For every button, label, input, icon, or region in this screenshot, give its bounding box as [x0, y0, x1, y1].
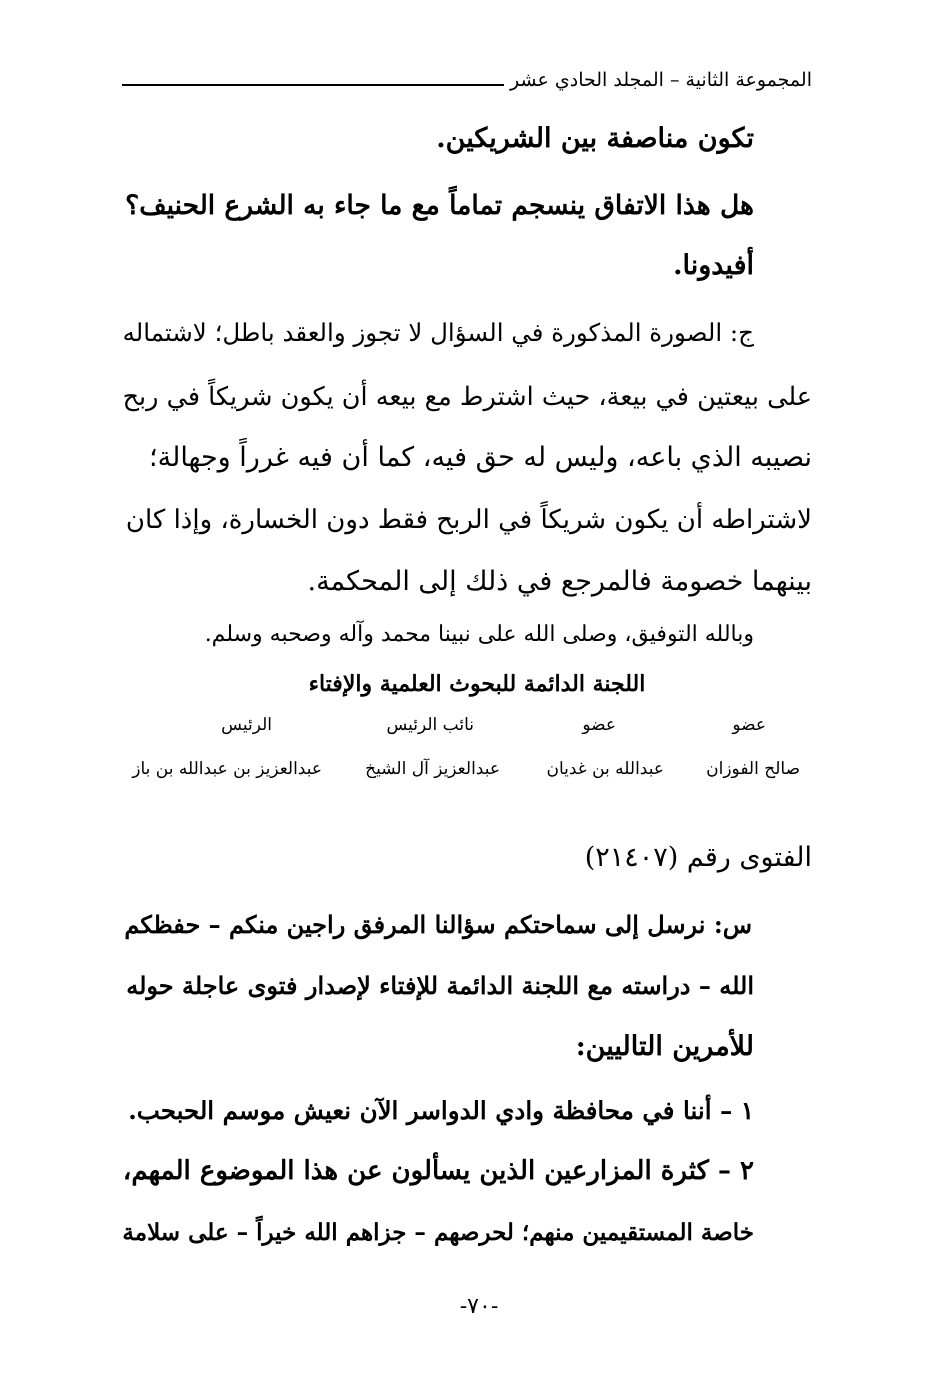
signatory-role-1: عضو — [732, 715, 766, 735]
fatwa-number: الفتوى رقم (٢١٤٠٧) — [584, 842, 812, 873]
next-question-line-4: ١ – أننا في محافظة وادي الدواسر الآن نعيش موسم الحبحب. — [128, 1096, 754, 1125]
signatory-name-2: عبدالله بن غديان — [546, 759, 664, 779]
signatory-name-4: عبدالعزيز بن عبدالله بن باز — [132, 759, 322, 779]
next-question-line-2: الله – دراسته مع اللجنة الدائمة للإفتاء لإصدار فتوى عاجلة حوله — [126, 971, 754, 1000]
next-question-line-3: للأمرين التاليين: — [575, 1031, 754, 1062]
answer-line-1: ج: الصورة المذكورة في السؤال لا تجوز والعقد باطل؛ لاشتماله — [122, 318, 754, 347]
answer-line-4: لاشتراطه أن يكون شريكاً في الربح فقط دون الخسارة، وإذا كان — [125, 505, 812, 535]
closing-line: وبالله التوفيق، وصلى الله على نبينا محمد وآله وصحبه وسلم. — [204, 622, 754, 647]
header-rule — [122, 84, 504, 86]
page-number: -٧٠- — [459, 1294, 499, 1319]
question-line-3: أفيدونا. — [673, 250, 754, 281]
running-header — [122, 62, 812, 98]
question-line-2: هل هذا الاتفاق ينسجم تماماً مع ما جاء به الشرع الحنيف؟ — [125, 190, 754, 221]
next-question-line-5: ٢ – كثرة المزارعين الذين يسألون عن هذا الموضوع المهم، — [122, 1156, 754, 1186]
committee-name: اللجنة الدائمة للبحوث العلمية والإفتاء — [308, 671, 646, 697]
signatory-role-3: نائب الرئيس — [386, 715, 474, 735]
header-title: المجموعة الثانية – المجلد الحادي عشر — [510, 69, 812, 91]
answer-line-5: بينهما خصومة فالمرجع في ذلك إلى المحكمة. — [307, 566, 812, 597]
signatory-role-2: عضو — [582, 715, 616, 735]
answer-line-2: على بيعتين في بيعة، حيث اشترط مع بيعه أن يكون شريكاً في ربح — [122, 382, 812, 412]
signatory-role-4: الرئيس — [221, 715, 272, 735]
signatory-name-1: صالح الفوزان — [706, 759, 800, 779]
next-question-line-6: خاصة المستقيمين منهم؛ لحرصهم – جزاهم الله خيراً – على سلامة — [122, 1219, 754, 1246]
question-line-1: تكون مناصفة بين الشريكين. — [436, 123, 754, 154]
next-question-line-1: س: نرسل إلى سماحتكم سؤالنا المرفق راجين منكم – حفظكم — [124, 910, 752, 939]
signatory-name-3: عبدالعزيز آل الشيخ — [365, 759, 500, 779]
answer-line-3: نصيبه الذي باعه، وليس له حق فيه، كما أن فيه غرراً وجهالة؛ — [149, 442, 812, 473]
